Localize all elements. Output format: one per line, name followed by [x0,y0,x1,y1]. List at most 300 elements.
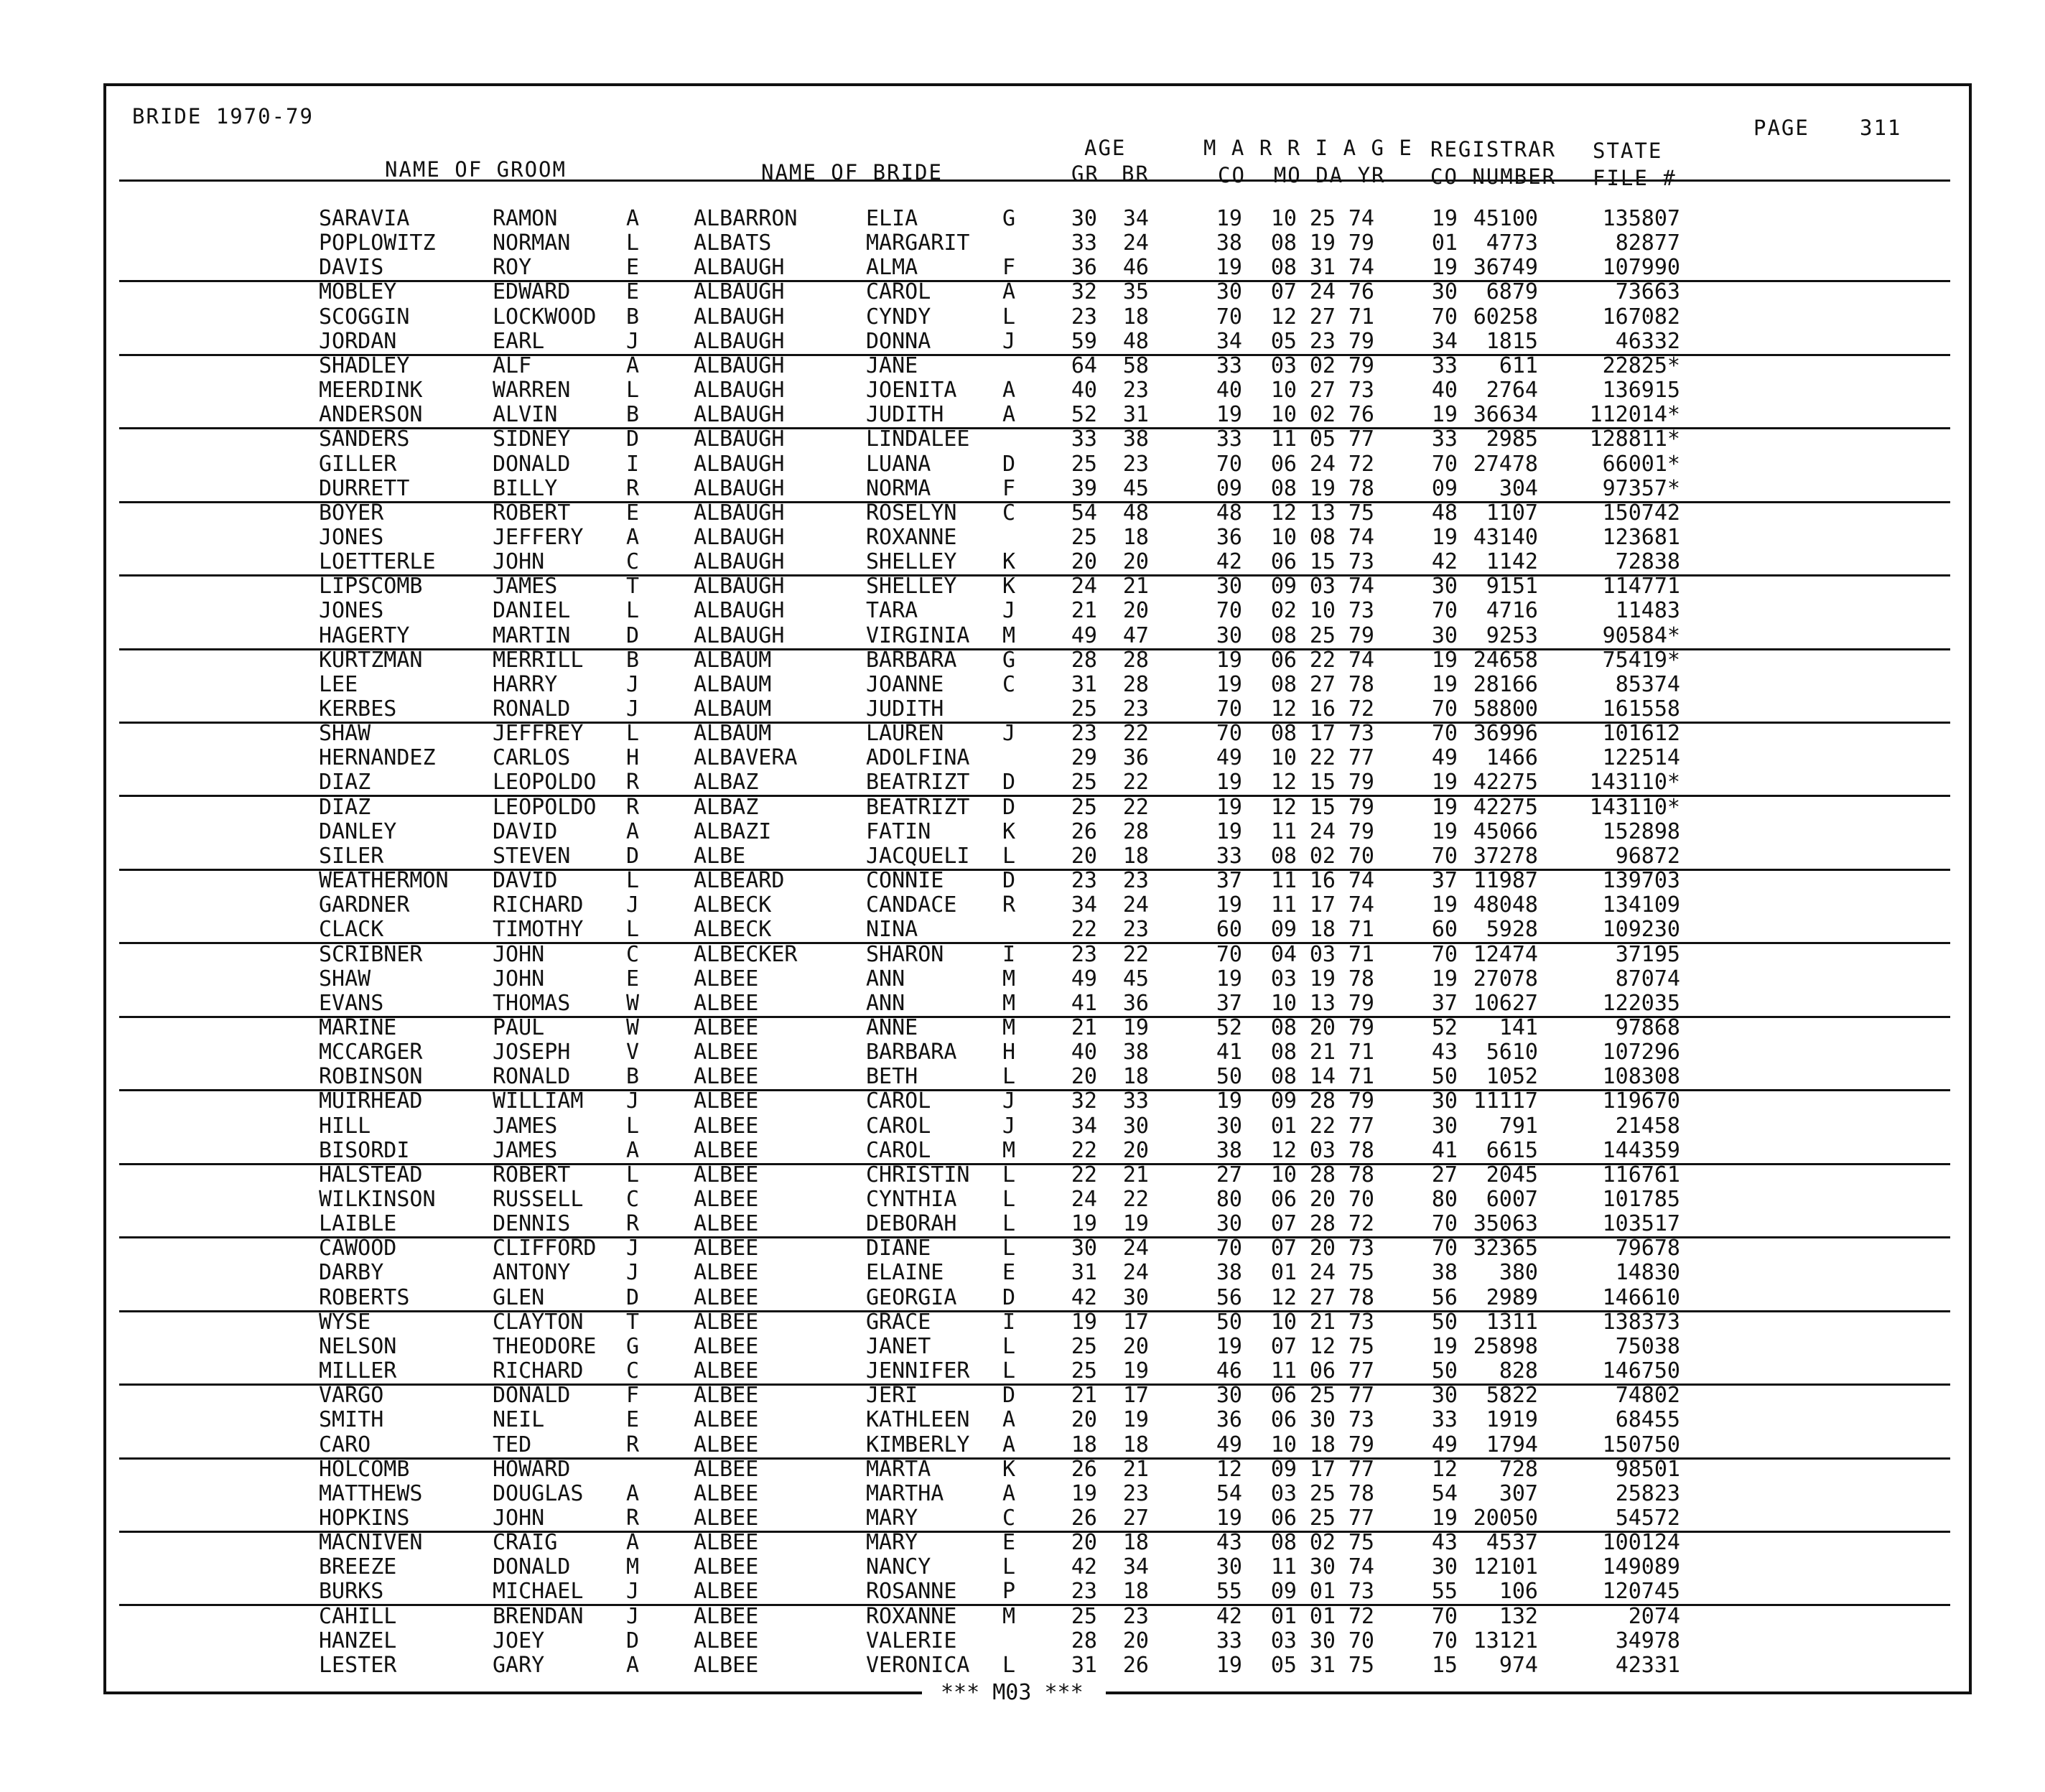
groom-last-name: MOBLEY [319,279,397,305]
groom-middle-initial: R [626,475,640,501]
groom-last-name: WILKINSON [319,1187,436,1212]
marriage-county: 19 [1216,1333,1242,1359]
marriage-county: 52 [1216,1014,1242,1040]
marriage-month: 11 [1270,1358,1297,1384]
group-rule [119,1531,1950,1533]
bride-age: 17 [1122,1383,1149,1409]
table-row [0,966,2045,993]
bride-first-name: NINA [866,917,918,943]
groom-middle-initial: G [626,1333,640,1359]
bride-first-name: ANNE [866,1014,918,1040]
bride-last-name: ALBAUGH [694,500,785,526]
groom-middle-initial: B [626,647,640,673]
groom-middle-initial: A [626,1530,640,1556]
bride-last-name: ALBEE [694,1309,759,1335]
marriage-year: 70 [1348,1187,1374,1212]
groom-first-name: MERRILL [493,647,584,673]
bride-age: 22 [1122,770,1149,795]
registrar-number: 43140 [1473,524,1538,550]
bride-first-name: CONNIE [866,868,944,894]
state-file-number: 75419* [1602,647,1680,673]
bride-last-name: ALBEE [694,966,759,991]
groom-last-name: GARDNER [319,892,410,918]
marriage-county: 49 [1216,745,1242,771]
groom-age: 25 [1071,770,1097,795]
groom-middle-initial: C [626,941,640,967]
groom-age: 26 [1071,1505,1097,1531]
state-file-number: 46332 [1615,328,1680,354]
bride-age: 23 [1122,868,1149,894]
groom-middle-initial: E [626,255,640,281]
marriage-year: 79 [1348,622,1374,648]
bride-age: 23 [1122,917,1149,943]
marriage-day: 10 [1309,598,1336,624]
groom-age: 59 [1071,328,1097,354]
state-file-number: 2074 [1628,1603,1680,1629]
groom-first-name: JAMES [493,1113,558,1139]
bride-first-name: CYNTHIA [866,1187,957,1212]
bride-middle-initial: I [1002,941,1016,967]
bride-first-name: FATIN [866,818,931,844]
marriage-county: 30 [1216,1211,1242,1237]
groom-first-name: DOUGLAS [493,1480,584,1506]
table-row [0,892,2045,919]
bride-last-name: ALBAUGH [694,279,785,305]
marriage-year: 75 [1348,1333,1374,1359]
bride-middle-initial: C [1002,1505,1016,1531]
state-file-number: 146750 [1602,1358,1680,1384]
groom-age: 21 [1071,598,1097,624]
bride-first-name: CAROL [866,1137,931,1163]
groom-middle-initial: B [626,1064,640,1090]
groom-age: 30 [1071,1236,1097,1261]
marriage-month: 10 [1270,402,1297,428]
marriage-county: 41 [1216,1040,1242,1065]
marriage-day: 02 [1309,402,1336,428]
marriage-month: 12 [1270,500,1297,526]
bride-last-name: ALBECKER [694,941,798,967]
state-file-number: 144359 [1602,1137,1680,1163]
marriage-month: 09 [1270,1456,1297,1482]
groom-last-name: CLACK [319,917,384,943]
registrar-number: 2989 [1486,1284,1538,1310]
registrar-county: 49 [1431,1432,1458,1457]
state-file-number: 25823 [1615,1480,1680,1506]
bride-middle-initial: L [1002,1652,1016,1678]
bride-first-name: ELAINE [866,1260,944,1286]
marriage-county: 37 [1216,868,1242,894]
groom-age: 25 [1071,1603,1097,1629]
bride-last-name: ALBEE [694,1530,759,1556]
marriage-month: 11 [1270,818,1297,844]
groom-last-name: SHAW [319,721,371,747]
state-file-number: 79678 [1615,1236,1680,1261]
bride-middle-initial: J [1002,1088,1016,1114]
marriage-county: 19 [1216,770,1242,795]
bride-last-name: ALBAUGH [694,402,785,428]
groom-age: 25 [1071,794,1097,820]
marriage-county: 37 [1216,990,1242,1016]
registrar-county: 19 [1431,255,1458,281]
group-rule [119,1163,1950,1165]
footer-code: *** M03 *** [933,1680,1091,1705]
state-file-number: 149089 [1602,1554,1680,1580]
bride-first-name: JACQUELI [866,843,970,869]
groom-middle-initial: R [626,1505,640,1531]
bride-last-name: ALBEE [694,1260,759,1286]
groom-last-name: SCRIBNER [319,941,423,967]
marriage-county: 19 [1216,794,1242,820]
group-rule [119,1236,1950,1238]
header-rule [119,179,1950,182]
marriage-month: 05 [1270,328,1297,354]
groom-last-name: MACNIVEN [319,1530,423,1556]
marriage-month: 08 [1270,622,1297,648]
groom-age: 42 [1071,1554,1097,1580]
registrar-number: 4716 [1486,598,1538,624]
registrar-number: 304 [1499,475,1538,501]
groom-middle-initial: A [626,1137,640,1163]
groom-age: 34 [1071,892,1097,918]
registrar-county: 37 [1431,990,1458,1016]
registrar-number: 9151 [1486,574,1538,599]
bride-first-name: NORMA [866,475,931,501]
table-row [0,600,2045,625]
groom-age: 25 [1071,451,1097,477]
table-row [0,1409,2045,1434]
groom-header: NAME OF GROOM [385,157,567,182]
bride-last-name: ALBECK [694,892,772,918]
registrar-number: 791 [1499,1113,1538,1139]
groom-middle-initial: L [626,868,640,894]
marriage-day: 22 [1309,647,1336,673]
groom-middle-initial: R [626,1432,640,1457]
groom-last-name: HILL [319,1113,371,1139]
state-file-number: 135807 [1602,206,1680,231]
table-row [0,524,2045,551]
marriage-county: 19 [1216,255,1242,281]
marriage-month: 01 [1270,1603,1297,1629]
bride-last-name: ALBEE [694,1554,759,1580]
marriage-month: 09 [1270,574,1297,599]
table-row [0,622,2045,650]
groom-age: 40 [1071,1040,1097,1065]
groom-first-name: LEOPOLDO [493,770,597,795]
registrar-header: REGISTRAR [1430,137,1557,162]
bride-age: 28 [1122,671,1149,697]
marriage-county: 19 [1216,402,1242,428]
groom-middle-initial: A [626,206,640,231]
groom-first-name: CLAYTON [493,1309,584,1335]
marriage-county: 30 [1216,622,1242,648]
groom-age: 22 [1071,1137,1097,1163]
bride-first-name: JANE [866,353,918,378]
registrar-number: 2045 [1486,1162,1538,1187]
groom-first-name: MICHAEL [493,1579,584,1605]
marriage-month: 12 [1270,1284,1297,1310]
bride-last-name: ALBAUGH [694,426,785,452]
marriage-year: 73 [1348,1407,1374,1433]
groom-last-name: JORDAN [319,328,397,354]
groom-middle-initial: R [626,1211,640,1237]
bride-first-name: ROSANNE [866,1579,957,1605]
registrar-county: 50 [1431,1358,1458,1384]
groom-age: 31 [1071,671,1097,697]
bride-first-name: LUANA [866,451,931,477]
bride-last-name: ALBAUGH [694,549,785,575]
groom-last-name: KURTZMAN [319,647,423,673]
bride-age: 20 [1122,549,1149,575]
bride-first-name: BEATRIZT [866,794,970,820]
groom-last-name: LIPSCOMB [319,574,423,599]
registrar-number: 828 [1499,1358,1538,1384]
table-row [0,671,2045,699]
state-file-number: 100124 [1602,1530,1680,1556]
marriage-county: 42 [1216,549,1242,575]
marriage-month: 10 [1270,1309,1297,1335]
registrar-county: 27 [1431,1162,1458,1187]
marriage-county: 30 [1216,1113,1242,1139]
marriage-year: 76 [1348,402,1374,428]
registrar-county: 70 [1431,843,1458,869]
groom-middle-initial: L [626,1162,640,1187]
groom-middle-initial: L [626,917,640,943]
groom-age: 20 [1071,1530,1097,1556]
groom-first-name: WARREN [493,378,571,403]
registrar-number: 36996 [1473,721,1538,747]
group-rule [119,354,1950,356]
state-file-number: 82877 [1615,230,1680,256]
groom-age: 49 [1071,622,1097,648]
registrar-number: 1466 [1486,745,1538,771]
marriage-year: 73 [1348,1236,1374,1261]
bride-last-name: ALBAUGH [694,598,785,624]
marriage-county: 70 [1216,451,1242,477]
registrar-number: 1107 [1486,500,1538,526]
registrar-number: 42275 [1473,794,1538,820]
groom-first-name: BILLY [493,475,558,501]
bride-last-name: ALBAZI [694,818,772,844]
state-file-number: 112014* [1589,402,1680,428]
table-row [0,747,2045,772]
bride-middle-initial: L [1002,843,1016,869]
marriage-day: 28 [1309,1211,1336,1237]
registrar-county: 33 [1431,1407,1458,1433]
groom-age: 24 [1071,574,1097,599]
bride-middle-initial: D [1002,1284,1016,1310]
registrar-number: 6007 [1486,1187,1538,1212]
marriage-county: 19 [1216,966,1242,991]
bride-last-name: ALBEE [694,1579,759,1605]
marriage-day: 20 [1309,1236,1336,1261]
registrar-county: 70 [1431,1603,1458,1629]
bride-first-name: ELIA [866,206,918,231]
state-file-number: 101612 [1602,721,1680,747]
registrar-number: 5610 [1486,1040,1538,1065]
marriage-county: 70 [1216,304,1242,330]
marriage-day: 22 [1309,745,1336,771]
bride-first-name: BEATRIZT [866,770,970,795]
groom-first-name: ALF [493,353,532,378]
marriage-month: 08 [1270,721,1297,747]
bride-middle-initial: J [1002,598,1016,624]
table-row [0,208,2045,233]
marriage-year: 71 [1348,941,1374,967]
bride-middle-initial: L [1002,304,1016,330]
table-row [0,404,2045,429]
marriage-year: 78 [1348,1162,1374,1187]
registrar-county: 42 [1431,549,1458,575]
bride-first-name: CAROL [866,1113,931,1139]
marriage-month: 12 [1270,770,1297,795]
registrar-county: 38 [1431,1260,1458,1286]
state-file-number: 11483 [1615,598,1680,624]
groom-first-name: TED [493,1432,532,1457]
table-row [0,723,2045,747]
page-label: PAGE [1753,116,1809,140]
groom-middle-initial: J [626,1236,640,1261]
marriage-day: 25 [1309,1505,1336,1531]
marriage-day: 30 [1309,1407,1336,1433]
groom-age: 31 [1071,1652,1097,1678]
registrar-number: 60258 [1473,304,1538,330]
groom-age: 34 [1071,1113,1097,1139]
age-header: AGE [1084,136,1127,160]
marriage-day: 27 [1309,378,1336,403]
bride-age: 23 [1122,696,1149,722]
registrar-number: 9253 [1486,622,1538,648]
marriage-county: 09 [1216,475,1242,501]
state-file-number: 150742 [1602,500,1680,526]
groom-last-name: SCOGGIN [319,304,410,330]
table-row [0,1532,2045,1557]
groom-age: 28 [1071,647,1097,673]
groom-middle-initial: T [626,574,640,599]
marriage-county: 48 [1216,500,1242,526]
table-row [0,1284,2045,1312]
marriage-month: 01 [1270,1260,1297,1286]
groom-first-name: ALVIN [493,402,558,428]
groom-age: 20 [1071,843,1097,869]
marriage-year: 72 [1348,1211,1374,1237]
marriage-month: 06 [1270,647,1297,673]
state-file-number: 119670 [1602,1088,1680,1114]
groom-first-name: STEVEN [493,843,571,869]
registrar-county: 33 [1431,353,1458,378]
bride-last-name: ALBECK [694,917,772,943]
marriage-county: 30 [1216,279,1242,305]
registrar-number: 27478 [1473,451,1538,477]
marriage-month: 08 [1270,671,1297,697]
bride-first-name: JOENITA [866,378,957,403]
registrar-county: 30 [1431,574,1458,599]
bride-age: 34 [1122,206,1149,231]
registrar-number: 32365 [1473,1236,1538,1261]
groom-age: 32 [1071,1088,1097,1114]
bride-age: 23 [1122,1480,1149,1506]
registrar-number: 6615 [1486,1137,1538,1163]
bride-first-name: SHARON [866,941,944,967]
state-file-number: 103517 [1602,1211,1680,1237]
bride-last-name: ALBEE [694,1456,759,1482]
table-row [0,1066,2045,1091]
marriage-day: 03 [1309,574,1336,599]
group-rule [119,869,1950,871]
state-file-number: 143110* [1589,794,1680,820]
bride-age: 31 [1122,402,1149,428]
marriage-year: 78 [1348,1284,1374,1310]
groom-middle-initial: D [626,622,640,648]
groom-middle-initial: L [626,721,640,747]
groom-last-name: MILLER [319,1358,397,1384]
registrar-county: 19 [1431,794,1458,820]
groom-first-name: GLEN [493,1284,545,1310]
registrar-number: 974 [1499,1652,1538,1678]
registrar-number: 307 [1499,1480,1538,1506]
marriage-day: 22 [1309,1113,1336,1139]
bride-last-name: ALBEE [694,1358,759,1384]
bride-last-name: ALBAUGH [694,304,785,330]
state-file-number: 87074 [1615,966,1680,991]
groom-last-name: DAVIS [319,255,384,281]
bride-middle-initial: A [1002,378,1016,403]
groom-last-name: HERNANDEZ [319,745,436,771]
registrar-county: 19 [1431,1505,1458,1531]
groom-last-name: JONES [319,524,384,550]
state-file-number: 85374 [1615,671,1680,697]
marriage-month: 07 [1270,1211,1297,1237]
marriage-day: 12 [1309,1333,1336,1359]
registrar-number: 106 [1499,1579,1538,1605]
marriage-day: 13 [1309,990,1336,1016]
groom-middle-initial: A [626,1480,640,1506]
bride-age: 30 [1122,1113,1149,1139]
registrar-number: 27078 [1473,966,1538,991]
state-file-number: 22825* [1602,353,1680,378]
table-row [0,380,2045,404]
marriage-year: 74 [1348,647,1374,673]
marriage-day: 02 [1309,843,1336,869]
bride-age: 18 [1122,1530,1149,1556]
bride-age: 48 [1122,328,1149,354]
bride-first-name: MARY [866,1505,918,1531]
groom-first-name: WILLIAM [493,1088,584,1114]
bride-age: 45 [1122,966,1149,991]
marriage-year: 75 [1348,1530,1374,1556]
marriage-year: 74 [1348,574,1374,599]
bride-middle-initial: E [1002,1530,1016,1556]
groom-age: 21 [1071,1014,1097,1040]
registrar-number: 2764 [1486,378,1538,403]
marriage-day: 24 [1309,818,1336,844]
marriage-day: 20 [1309,1014,1336,1040]
bride-age: 24 [1122,230,1149,256]
bride-last-name: ALBAUGH [694,574,785,599]
state-file-number: 97868 [1615,1014,1680,1040]
groom-middle-initial: W [626,990,640,1016]
marriage-month: 11 [1270,868,1297,894]
groom-age: 31 [1071,1260,1097,1286]
bride-middle-initial: L [1002,1064,1016,1090]
bride-last-name: ALBARRON [694,206,798,231]
bride-first-name: VALERIE [866,1628,957,1653]
groom-first-name: RICHARD [493,1358,584,1384]
bride-last-name: ALBEE [694,1187,759,1212]
marriage-county: 50 [1216,1064,1242,1090]
groom-middle-initial: C [626,1358,640,1384]
marriage-day: 17 [1309,892,1336,918]
state-file-number: 107296 [1602,1040,1680,1065]
